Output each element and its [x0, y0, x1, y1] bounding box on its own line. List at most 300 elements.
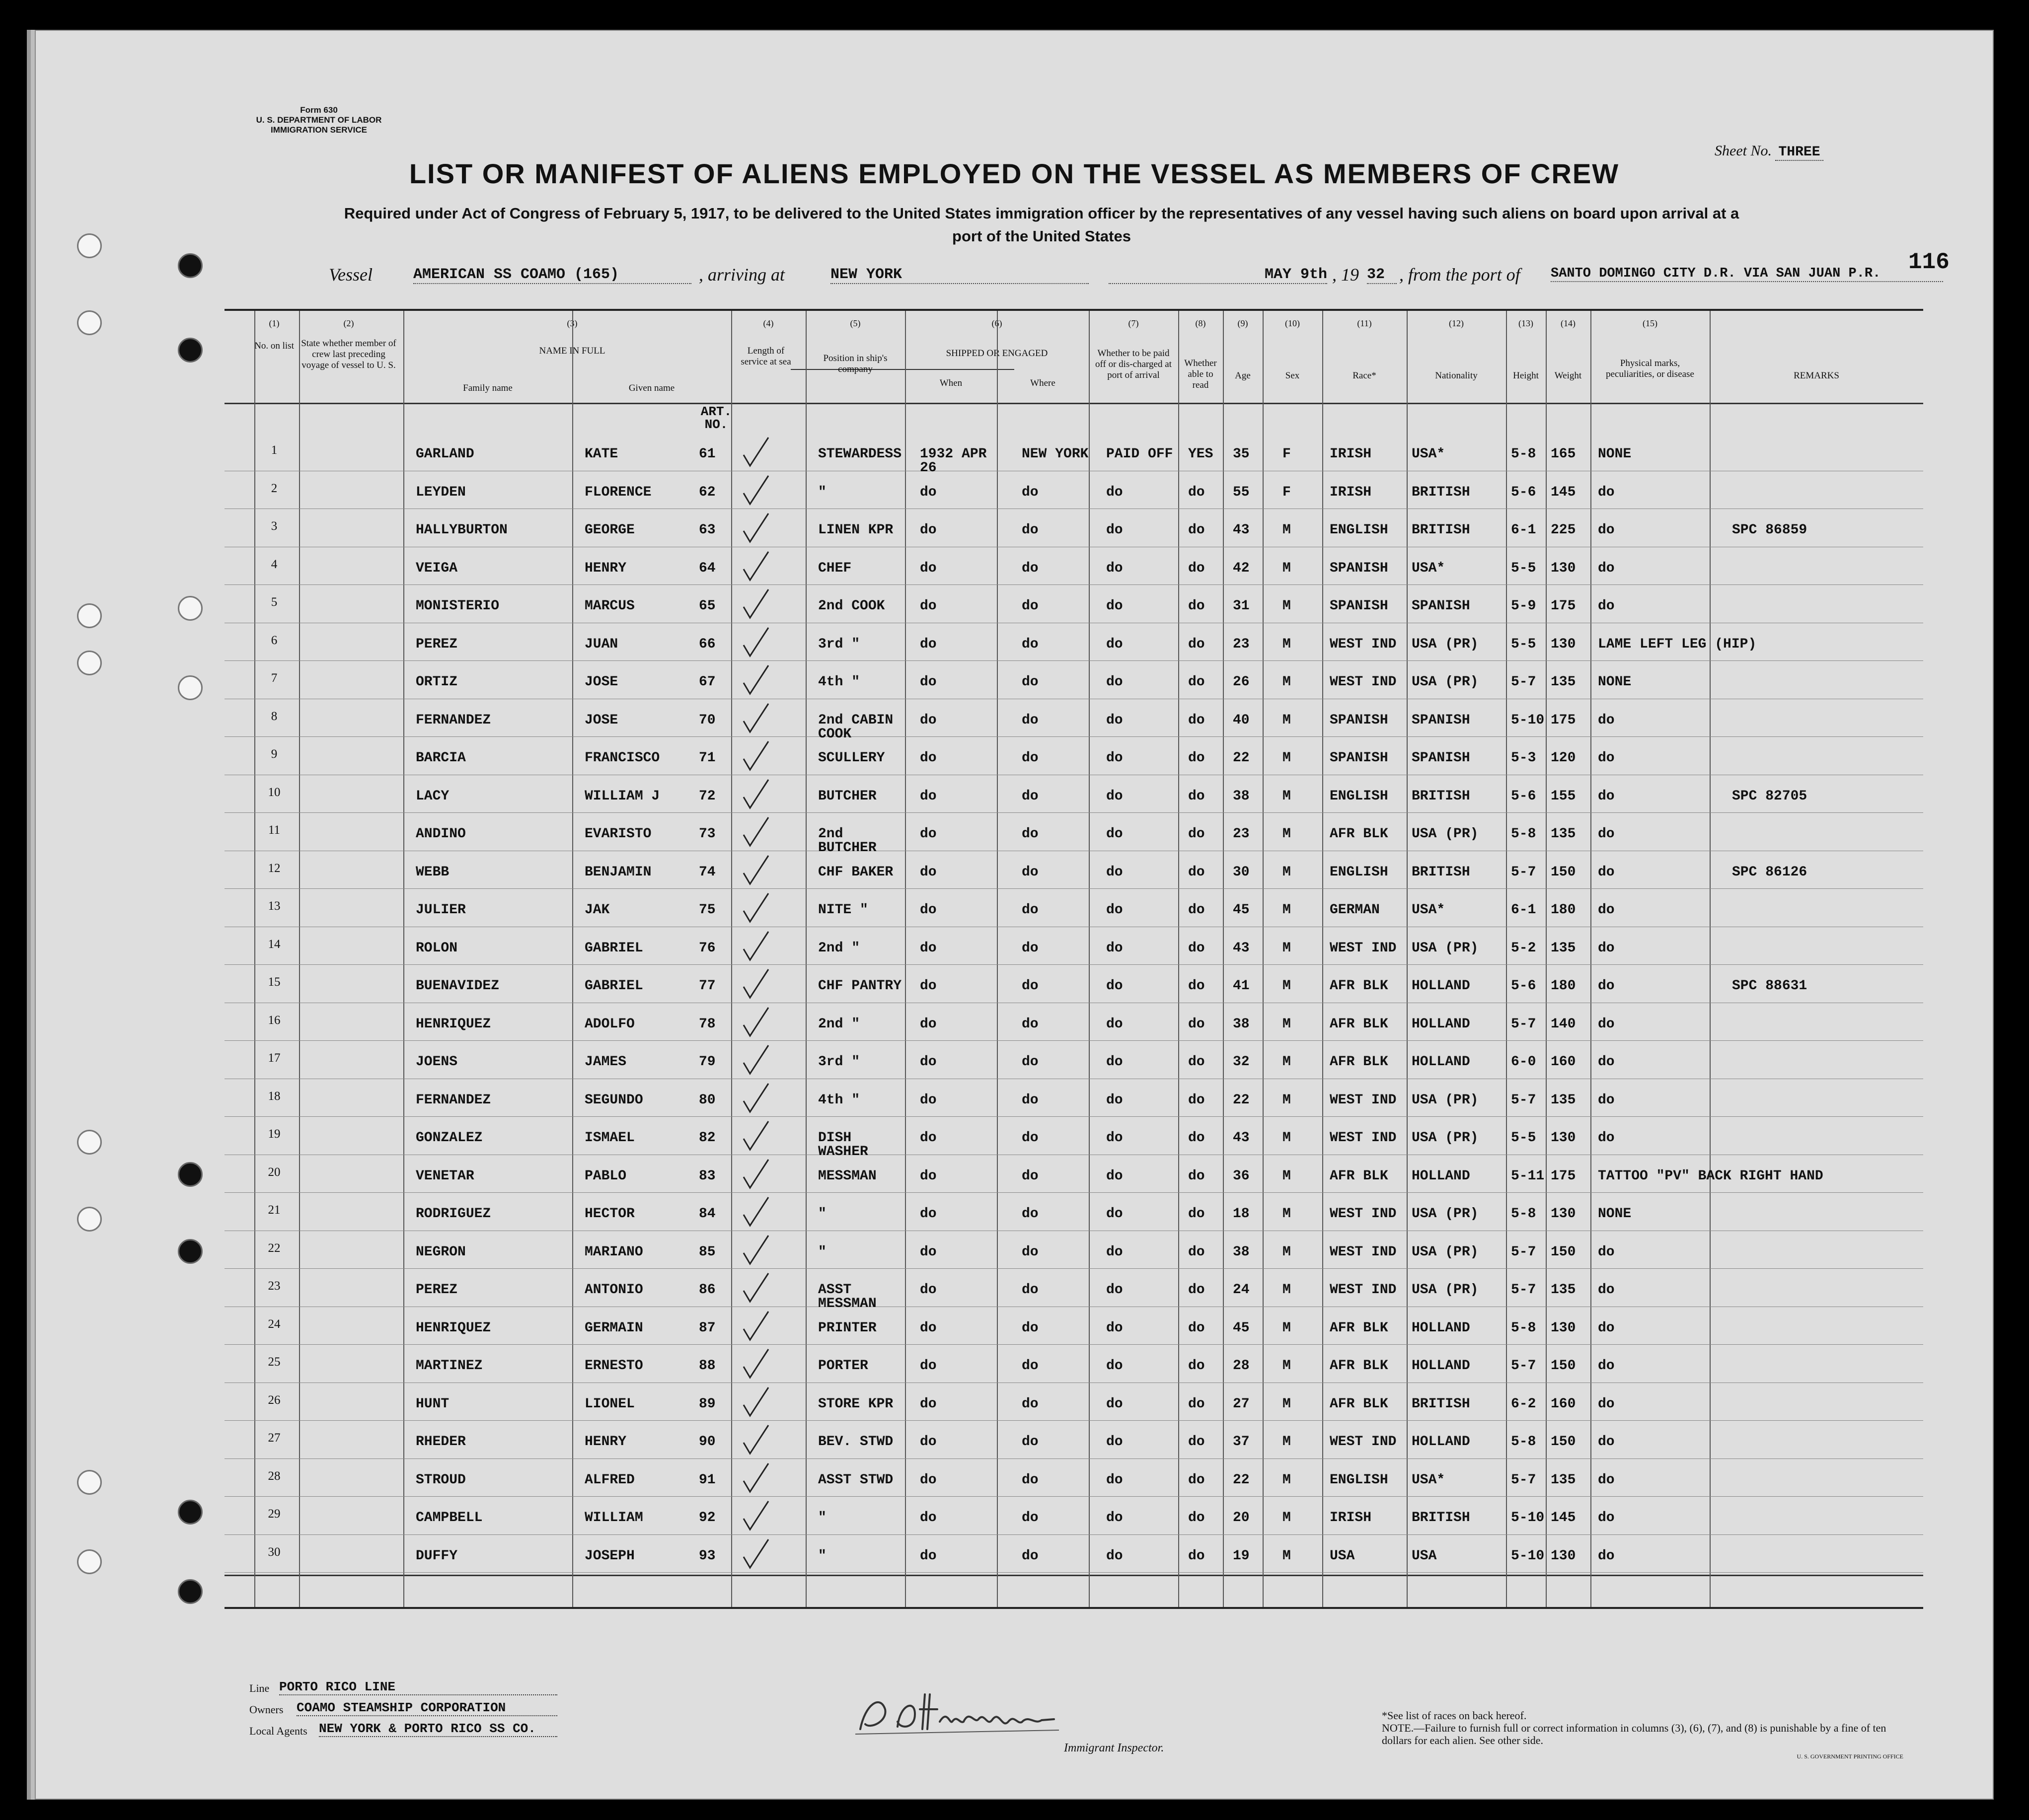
paid-off-cell: do [1106, 902, 1123, 918]
physical-marks-cell: do [1598, 750, 1615, 766]
weight-cell: 135 [1551, 674, 1576, 690]
able-read-cell: do [1188, 1168, 1205, 1184]
age-cell: 32 [1233, 1054, 1250, 1070]
weight-cell: 180 [1551, 978, 1576, 994]
header-paid-off: Whether to be paid off or dis-charged at port of arrival [1095, 348, 1172, 380]
header-remarks: REMARKS [1794, 370, 1839, 381]
able-read-cell: do [1188, 484, 1205, 500]
row-rule [225, 1116, 1923, 1117]
height-cell: 5-5 [1511, 1130, 1536, 1146]
sex-cell: M [1282, 826, 1291, 842]
shipped-where-cell: do [1022, 1244, 1039, 1260]
service-checkmark-icon [741, 549, 771, 584]
family-name-cell: BARCIA [416, 750, 466, 766]
service-checkmark-icon [741, 1005, 771, 1040]
physical-marks-cell: do [1598, 1396, 1615, 1412]
height-cell: 5-8 [1511, 1206, 1536, 1222]
age-cell: 43 [1233, 1130, 1250, 1146]
physical-marks-cell: do [1598, 560, 1615, 576]
position-cell: STEWARDESS [818, 446, 902, 462]
age-cell: 28 [1233, 1358, 1250, 1374]
given-name-cell: EVARISTO [585, 826, 652, 842]
row-number: 30 [268, 1545, 281, 1559]
service-checkmark-icon [741, 1347, 771, 1382]
art-no-cell: 78 [699, 1016, 716, 1032]
shipped-where-cell: do [1022, 940, 1039, 956]
service-checkmark-icon [741, 1461, 771, 1496]
able-read-cell: do [1188, 1206, 1205, 1222]
family-name-cell: HENRIQUEZ [416, 1016, 491, 1032]
shipped-where-cell: do [1022, 1168, 1039, 1184]
agents-value: NEW YORK & PORTO RICO SS CO. [319, 1721, 557, 1737]
shipped-when-cell: do [920, 1510, 937, 1526]
physical-marks-cell: do [1598, 712, 1615, 728]
voyage-line [329, 264, 1943, 289]
nationality-cell: USA [1412, 1548, 1437, 1564]
given-name-cell: ERNESTO [585, 1358, 643, 1374]
race-cell: AFR BLK [1330, 1054, 1388, 1070]
crew-table: (1) (2) (3) (4) (5) (6) (7) (8) (9) (10) (11) (12) (13) (14) (15) No. on list State whether member of crew last preceding voyage of vessel to U. S. NAME IN FULL Family name Given name Length of service at sea Position in ship's company SHIPPED OR ENGAGED When Where Whether to be paid off or dis-charged at port of arrival Whether able to read Age Sex Race* Nationality Height Weight Physical marks, peculiarities, or disease REMARKS ART. NO. 1 GARLAND KATE 61 STEWARDESS 1932 APR 26 NEW YORK PAID OFF YES 35 F IRISH USA* 5-8 165 NONE 2 LEYDEN FLORENCE 62 " do do do do 55 F IRISH BRITISH 5-6 145 do 3 HALLYBURTON GEORGE 63 LINEN KPR do do do do 43 M ENGLISH BRITISH 6-1 225 do SPC 86859 4 VEIGA HENRY 64 CHEF do do do do 42 M SPANISH USA* 5-5 130 do 5 MONISTERIO MARCUS 65 2nd COOK do do do do 31 M SPANISH SPANISH 5-9 175 do 6 PEREZ JUAN 66 3rd " do do do do 23 M WEST IND USA (PR) 5-5 130 LAME LEFT LEG (HIP) 7 ORTIZ JOSE 67 4th " do do do do 26 M WEST IND USA (PR) 5-7 135 NONE 8 FERNANDEZ JOSE 70 2nd CABIN COOK do do do do 40 M SPANISH SPANISH 5-10 175 do 9 BARCIA FRANCISCO 71 SCULLERY do do do do 22 M SPANISH SPANISH 5-3 120 do 10 LACY WILLIAM J 72 BUTCHER do do do do 38 M ENGLISH BRITISH 5-6 155 do SPC 82705 11 ANDINO EVARISTO 73 2nd BUTCHER do do do do 23 M AFR BLK USA (PR) 5-8 135 do 12 WEBB BENJAMIN 74 CHF BAKER do do do do 30 M ENGLISH BRITISH 5-7 150 do SPC 86126 13 JULIER JAK 75 NITE " do do do do 45 M GERMAN USA* 6-1 180 do 14 ROLON GABRIEL 76 2nd " do do do do 43 M WEST IND USA (PR) 5-2 135 do 15 BUENAVIDEZ GABRIEL 77 CHF PANTRY do do do do 41 M AFR BLK HOLLAND 5-6 180 do SPC 88631 16 HENRIQUEZ ADOLFO 78 2nd " do do do do 38 M AFR BLK HOLLAND 5-7 140 do 17 JOENS JAMES 79 3rd " do do do do 32 M AFR BLK HOLLAND 6-0 160 do 18 FERNANDEZ SEGUNDO 80 4th " do do do do 22 M WEST IND USA (PR) 5-7 135 do 19 GONZALEZ ISMAEL 82 DISH WASHER do do do do 43 M WEST IND USA (PR) 5-5 130 do 20 VENETAR PABLO 83 MESSMAN do do do do 36 M AFR BLK HOLLAND 5-11 175 TATTOO "PV" BACK RIGHT HAND 21 RODRIGUEZ HECTOR 84 " do do do do 18 M WEST IND USA (PR) 5-8 130 NONE 22 NEGRON MARIANO 85 " do do do do 38 M WEST IND USA (PR) 5-7 150 do 23 PEREZ ANTONIO 86 ASST MESSMAN do do do do 24 M WEST IND USA (PR) 5-7 135 do 24 HENRIQUEZ GERMAIN 87 PRINTER do do do do 45 M AFR BLK HOLLAND 5-8 130 do 25 MARTINEZ ERNESTO 88 PORTER do do do do 28 M AFR BLK HOLLAND 5-7 150 do 26 HUNT LIONEL 89 STORE KPR do do do do 27 M AFR BLK BRITISH 6-2 160 do 27 RHEDER HENRY 90 BEV. STWD do do do do 37 M WEST IND HOLLAND 5-8 150 do 28 STROUD ALFRED 91 ASST STWD do do do do 22 M ENGLISH USA* 5-7 135 do 29 CAMPBELL WILLIAM 92 " do do do do 20 M IRISH BRITISH 5-10 145 do 30 DUFFY JOSEPH 93 " do do do do 19 M USA USA 5-10 130 do [225, 309, 1923, 1609]
shipped-where-cell: NEW YORK [1022, 446, 1089, 462]
age-cell: 38 [1233, 1016, 1250, 1032]
given-name-cell: WILLIAM [585, 1510, 643, 1526]
paid-off-cell: do [1106, 864, 1123, 880]
shipped-when-cell: do [920, 788, 937, 804]
given-name-cell: GEORGE [585, 522, 635, 538]
column-number-separator [225, 403, 1923, 404]
service-checkmark-icon [741, 1537, 771, 1572]
height-cell: 5-7 [1511, 864, 1536, 880]
race-cell: IRISH [1330, 484, 1372, 500]
shipped-when-cell: do [920, 522, 937, 538]
height-cell: 5-10 [1511, 712, 1545, 728]
column-rule [997, 311, 998, 1607]
row-number: 16 [268, 1013, 281, 1027]
race-cell: AFR BLK [1330, 1320, 1388, 1336]
row-number: 24 [268, 1317, 281, 1331]
height-cell: 5-8 [1511, 446, 1536, 462]
given-name-cell: BENJAMIN [585, 864, 652, 880]
shipped-where-cell: do [1022, 1016, 1039, 1032]
paid-off-cell: do [1106, 674, 1123, 690]
binder-hole [77, 1470, 102, 1495]
height-cell: 5-3 [1511, 750, 1536, 766]
physical-marks-cell: do [1598, 1282, 1615, 1298]
physical-marks-cell: do [1598, 1472, 1615, 1488]
sheet-value: THREE [1775, 145, 1823, 161]
shipped-where-cell: do [1022, 826, 1039, 842]
art-no-cell: 77 [699, 978, 716, 994]
shipped-where-cell: do [1022, 750, 1039, 766]
vessel-label: Vessel [329, 265, 373, 285]
height-cell: 5-5 [1511, 636, 1536, 652]
weight-cell: 130 [1551, 1130, 1576, 1146]
family-name-cell: GARLAND [416, 446, 474, 462]
height-cell: 6-1 [1511, 902, 1536, 918]
sex-cell: M [1282, 750, 1291, 766]
paid-off-cell: do [1106, 826, 1123, 842]
age-cell: 22 [1233, 1472, 1250, 1488]
physical-marks-cell: do [1598, 1130, 1615, 1146]
shipped-when-cell: do [920, 674, 937, 690]
nationality-cell: HOLLAND [1412, 1320, 1470, 1336]
weight-cell: 160 [1551, 1396, 1576, 1412]
physical-marks-cell: do [1598, 1434, 1615, 1450]
row-number: 15 [268, 975, 281, 989]
paid-off-cell: do [1106, 1358, 1123, 1374]
owners-value: COAMO STEAMSHIP CORPORATION [297, 1700, 557, 1716]
binder-hole [178, 675, 203, 700]
physical-marks-cell: do [1598, 864, 1615, 880]
physical-marks-cell: do [1598, 1016, 1615, 1032]
physical-marks-cell: do [1598, 1548, 1615, 1564]
art-no-cell: 67 [699, 674, 716, 690]
height-cell: 5-8 [1511, 1434, 1536, 1450]
position-cell: 3rd " [818, 1054, 860, 1070]
position-cell: 4th " [818, 674, 860, 690]
row-rule [225, 888, 1923, 889]
given-name-cell: ISMAEL [585, 1130, 635, 1146]
remarks-cell: SPC 86126 [1732, 864, 1807, 880]
row-number: 13 [268, 899, 281, 913]
row-number: 10 [268, 785, 281, 799]
position-cell: 2nd BUTCHER [818, 826, 877, 856]
row-rule [225, 1458, 1923, 1459]
row-number: 19 [268, 1127, 281, 1141]
family-name-cell: HALLYBURTON [416, 522, 508, 538]
height-cell: 5-7 [1511, 1016, 1536, 1032]
able-read-cell: do [1188, 1434, 1205, 1450]
sex-cell: M [1282, 1510, 1291, 1526]
footer-note [1382, 1709, 1903, 1763]
paid-off-cell: do [1106, 1054, 1123, 1070]
row-number: 23 [268, 1279, 281, 1293]
row-number: 28 [268, 1469, 281, 1483]
service-checkmark-icon [741, 1081, 771, 1116]
sex-cell: M [1282, 1206, 1291, 1222]
position-cell: PRINTER [818, 1320, 877, 1336]
nationality-cell: HOLLAND [1412, 1016, 1470, 1032]
race-cell: WEST IND [1330, 1282, 1397, 1298]
race-cell: AFR BLK [1330, 1016, 1388, 1032]
service-checkmark-icon [741, 815, 771, 850]
service-checkmark-icon [741, 739, 771, 774]
arrival-year: 32 [1367, 266, 1397, 284]
service-checkmark-icon [741, 853, 771, 888]
column-rule [299, 311, 300, 1607]
row-rule [225, 1534, 1923, 1535]
shipped-where-cell: do [1022, 1472, 1039, 1488]
position-cell: PORTER [818, 1358, 868, 1374]
art-no-cell: 75 [699, 902, 716, 918]
shipped-when-cell: do [920, 1282, 937, 1298]
able-read-cell: do [1188, 1130, 1205, 1146]
weight-cell: 150 [1551, 1244, 1576, 1260]
family-name-cell: VEIGA [416, 560, 458, 576]
shipped-where-cell: do [1022, 1054, 1039, 1070]
given-name-cell: ALFRED [585, 1472, 635, 1488]
binder-hole [178, 1500, 203, 1525]
sex-cell: M [1282, 1396, 1291, 1412]
family-name-cell: ORTIZ [416, 674, 458, 690]
paid-off-cell: do [1106, 1434, 1123, 1450]
column-rule [403, 311, 404, 1607]
shipped-when-cell: do [920, 598, 937, 614]
physical-marks-cell: NONE [1598, 674, 1632, 690]
given-name-cell: GABRIEL [585, 978, 643, 994]
shipped-where-cell: do [1022, 1396, 1039, 1412]
shipped-when-cell: do [920, 902, 937, 918]
weight-cell: 135 [1551, 940, 1576, 956]
paid-off-cell: do [1106, 1168, 1123, 1184]
service-checkmark-icon [741, 587, 771, 622]
age-cell: 41 [1233, 978, 1250, 994]
art-no-cell: 93 [699, 1548, 716, 1564]
able-read-cell: YES [1188, 446, 1213, 462]
family-name-cell: HUNT [416, 1396, 450, 1412]
shipped-when-cell: do [920, 1396, 937, 1412]
given-name-cell: JAK [585, 902, 610, 918]
physical-marks-cell: NONE [1598, 1206, 1632, 1222]
weight-cell: 140 [1551, 1016, 1576, 1032]
paid-off-cell: do [1106, 1092, 1123, 1108]
able-read-cell: do [1188, 1282, 1205, 1298]
paid-off-cell: do [1106, 750, 1123, 766]
service-checkmark-icon [741, 663, 771, 698]
family-name-cell: ROLON [416, 940, 458, 956]
column-rule [1223, 311, 1224, 1607]
weight-cell: 150 [1551, 864, 1576, 880]
race-cell: SPANISH [1330, 712, 1388, 728]
row-rule [225, 660, 1923, 661]
weight-cell: 175 [1551, 1168, 1576, 1184]
header-position: Position in ship's company [823, 353, 888, 374]
height-cell: 5-9 [1511, 598, 1536, 614]
paid-off-cell: do [1106, 522, 1123, 538]
nationality-cell: USA (PR) [1412, 1206, 1479, 1222]
able-read-cell: do [1188, 1054, 1205, 1070]
shipped-when-cell: do [920, 1358, 937, 1374]
art-no-cell: 64 [699, 560, 716, 576]
shipped-when-cell: do [920, 826, 937, 842]
header-length-service: Length of service at sea [741, 346, 791, 367]
remarks-cell: SPC 82705 [1732, 788, 1807, 804]
race-cell: GERMAN [1330, 902, 1380, 918]
race-cell: WEST IND [1330, 1434, 1397, 1450]
age-cell: 38 [1233, 788, 1250, 804]
line-label: Line [249, 1682, 270, 1694]
race-cell: WEST IND [1330, 1130, 1397, 1146]
department: U. S. DEPARTMENT OF LABOR [256, 115, 382, 125]
position-cell: NITE " [818, 902, 868, 918]
art-no-cell: 85 [699, 1244, 716, 1260]
shipped-where-cell: do [1022, 674, 1039, 690]
shipped-where-cell: do [1022, 522, 1039, 538]
sex-cell: M [1282, 902, 1291, 918]
weight-cell: 180 [1551, 902, 1576, 918]
able-read-cell: do [1188, 1510, 1205, 1526]
shipped-when-cell: do [920, 940, 937, 956]
paid-off-cell: do [1106, 598, 1123, 614]
family-name-cell: DUFFY [416, 1548, 458, 1564]
shipped-where-cell: do [1022, 712, 1039, 728]
physical-marks-cell: do [1598, 1054, 1615, 1070]
race-cell: ENGLISH [1330, 864, 1388, 880]
nationality-cell: BRITISH [1412, 1510, 1470, 1526]
race-cell: AFR BLK [1330, 978, 1388, 994]
races-note: *See list of races on back hereof. [1382, 1709, 1527, 1722]
family-name-cell: MONISTERIO [416, 598, 500, 614]
page-subtitle: Required under Act of Congress of February 5, 1917, to be delivered to the United States immigration officer by the representatives of any vessel having such aliens on board upon arrival at a port of the United States [344, 205, 1739, 245]
paid-off-cell: do [1106, 1396, 1123, 1412]
row-number: 7 [271, 671, 278, 685]
height-cell: 5-6 [1511, 484, 1536, 500]
shipped-when-cell: do [920, 1016, 937, 1032]
paid-off-cell: do [1106, 1244, 1123, 1260]
row-rule [225, 584, 1923, 585]
row-number: 14 [268, 937, 281, 951]
race-cell: SPANISH [1330, 598, 1388, 614]
row-number: 12 [268, 861, 281, 875]
service-checkmark-icon [741, 1309, 771, 1344]
race-cell: AFR BLK [1330, 826, 1388, 842]
row-rule [225, 1040, 1923, 1041]
family-name-cell: MARTINEZ [416, 1358, 483, 1374]
sex-cell: M [1282, 1054, 1291, 1070]
height-cell: 5-2 [1511, 940, 1536, 956]
sex-cell: M [1282, 712, 1291, 728]
family-name-cell: VENETAR [416, 1168, 474, 1184]
weight-cell: 225 [1551, 522, 1576, 538]
header-where: Where [1030, 378, 1055, 388]
age-cell: 24 [1233, 1282, 1250, 1298]
service-checkmark-icon [741, 1271, 771, 1306]
column-rule [731, 311, 732, 1607]
position-cell: DISH WASHER [818, 1130, 868, 1160]
weight-cell: 175 [1551, 598, 1576, 614]
header-height: Height [1513, 370, 1539, 381]
sex-cell: M [1282, 1130, 1291, 1146]
nationality-cell: USA (PR) [1412, 636, 1479, 652]
art-no-cell: 74 [699, 864, 716, 880]
column-rule [1506, 311, 1507, 1607]
shipped-where-cell: do [1022, 1358, 1039, 1374]
position-cell: BEV. STWD [818, 1434, 894, 1450]
position-cell: 2nd CABIN COOK [818, 712, 894, 742]
position-cell: 2nd " [818, 1016, 860, 1032]
physical-marks-cell: do [1598, 522, 1615, 538]
binder-hole [77, 651, 102, 675]
nationality-cell: USA* [1412, 902, 1445, 918]
age-cell: 23 [1233, 636, 1250, 652]
race-cell: AFR BLK [1330, 1396, 1388, 1412]
age-cell: 23 [1233, 826, 1250, 842]
owners-label: Owners [249, 1703, 284, 1716]
penalty-note: NOTE.—Failure to furnish full or correct information in columns (3), (6), (7), and (8) is punishable by a fine of ten dollars for each alien. See other side. [1382, 1722, 1886, 1747]
family-name-cell: STROUD [416, 1472, 466, 1488]
art-no-cell: 70 [699, 712, 716, 728]
given-name-cell: ADOLFO [585, 1016, 635, 1032]
arrival-date: MAY 9th [1109, 266, 1327, 284]
age-cell: 31 [1233, 598, 1250, 614]
family-name-cell: RHEDER [416, 1434, 466, 1450]
art-no-cell: 71 [699, 750, 716, 766]
able-read-cell: do [1188, 560, 1205, 576]
row-number: 3 [271, 519, 278, 533]
able-read-cell: do [1188, 1358, 1205, 1374]
row-rule [225, 1420, 1923, 1421]
position-cell: CHEF [818, 560, 852, 576]
column-rule [572, 311, 573, 1607]
service-checkmark-icon [741, 1423, 771, 1457]
row-rule [225, 1344, 1923, 1345]
height-cell: 5-11 [1511, 1168, 1545, 1184]
remarks-cell: SPC 88631 [1732, 978, 1807, 994]
shipped-when-cell: do [920, 484, 937, 500]
family-name-cell: NEGRON [416, 1244, 466, 1260]
binder-hole [178, 596, 203, 621]
height-cell: 5-7 [1511, 1358, 1536, 1374]
art-no-cell: 89 [699, 1396, 716, 1412]
binder-hole [178, 253, 203, 278]
family-name-cell: WEBB [416, 864, 450, 880]
nationality-cell: BRITISH [1412, 1396, 1470, 1412]
binder-hole [178, 1162, 203, 1187]
shipped-when-cell: do [920, 1092, 937, 1108]
weight-cell: 130 [1551, 1548, 1576, 1564]
printing-office: U. S. GOVERNMENT PRINTING OFFICE [1797, 1753, 1903, 1760]
physical-marks-cell: do [1598, 484, 1615, 500]
column-rule [806, 311, 807, 1607]
paid-off-cell: do [1106, 712, 1123, 728]
row-number: 4 [271, 557, 278, 571]
weight-cell: 135 [1551, 1472, 1576, 1488]
height-cell: 5-7 [1511, 674, 1536, 690]
able-read-cell: do [1188, 750, 1205, 766]
position-cell: ASST STWD [818, 1472, 894, 1488]
shipped-when-cell: do [920, 1472, 937, 1488]
column-rule [1263, 311, 1264, 1607]
weight-cell: 160 [1551, 1054, 1576, 1070]
race-cell: WEST IND [1330, 636, 1397, 652]
paid-off-cell: do [1106, 1320, 1123, 1336]
art-no-cell: 61 [699, 446, 716, 462]
race-cell: AFR BLK [1330, 1168, 1388, 1184]
vessel-name: AMERICAN SS COAMO (165) [413, 266, 691, 284]
agents-label: Local Agents [249, 1725, 307, 1737]
arriving-label: , arriving at [699, 265, 785, 285]
art-no-cell: 83 [699, 1168, 716, 1184]
family-name-cell: BUENAVIDEZ [416, 978, 500, 994]
shipped-when-cell: do [920, 1244, 937, 1260]
column-rule [1546, 311, 1547, 1607]
age-cell: 18 [1233, 1206, 1250, 1222]
sex-cell: M [1282, 1320, 1291, 1336]
physical-marks-cell: do [1598, 1092, 1615, 1108]
row-number: 8 [271, 709, 278, 723]
given-name-cell: HENRY [585, 560, 627, 576]
shipped-when-cell: do [920, 1130, 937, 1146]
age-cell: 42 [1233, 560, 1250, 576]
age-cell: 20 [1233, 1510, 1250, 1526]
paid-off-cell: do [1106, 636, 1123, 652]
art-no-cell: 80 [699, 1092, 716, 1108]
physical-marks-cell: do [1598, 1358, 1615, 1374]
given-name-cell: JOSEPH [585, 1548, 635, 1564]
row-number: 5 [271, 595, 278, 609]
physical-marks-cell: do [1598, 788, 1615, 804]
service-checkmark-icon [741, 1499, 771, 1533]
